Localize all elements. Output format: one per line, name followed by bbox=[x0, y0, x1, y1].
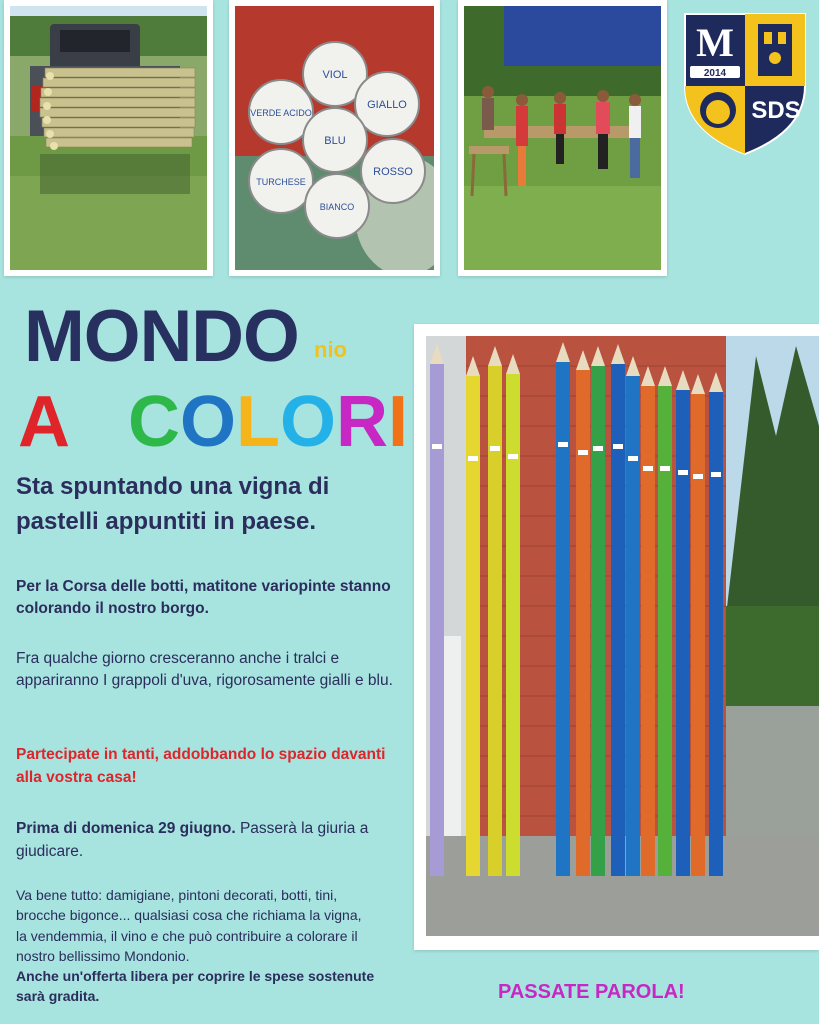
pencil-pole bbox=[556, 362, 570, 876]
can-label: VIOL bbox=[322, 69, 348, 81]
truck-with-poles-photo bbox=[10, 6, 207, 270]
pencil-pole bbox=[611, 364, 625, 876]
pencil-tape bbox=[711, 472, 721, 477]
pencil-tape bbox=[613, 444, 623, 449]
pencil-tape bbox=[628, 456, 638, 461]
logo-letter: M bbox=[696, 20, 734, 65]
logo-year: 2014 bbox=[703, 68, 727, 79]
can-label: BIANCO bbox=[319, 202, 355, 212]
pencil-tape bbox=[432, 444, 442, 449]
pencil-tape bbox=[643, 466, 653, 471]
title-mondo: MONDO bbox=[24, 296, 299, 377]
can-label: TURCHESE bbox=[256, 177, 306, 187]
can-label: BLU bbox=[324, 135, 346, 147]
pencil-pole bbox=[591, 366, 605, 876]
truck-photo bbox=[4, 0, 213, 276]
mondonio-sds-logo bbox=[680, 6, 810, 158]
deadline-paragraph bbox=[16, 817, 406, 864]
pencil-tape bbox=[693, 474, 703, 479]
pencil-pole bbox=[506, 374, 520, 876]
details-paragraph bbox=[16, 885, 376, 1007]
pencil-tape bbox=[468, 456, 478, 461]
title-a: A bbox=[18, 382, 70, 462]
giant-pencil-poles-photo bbox=[426, 336, 819, 936]
pencils-photo bbox=[414, 324, 819, 950]
headline: Sta spuntando una vigna di pastelli appuntiti in paese. bbox=[16, 473, 330, 535]
pencil-pole bbox=[626, 376, 640, 876]
pencil-tape bbox=[593, 446, 603, 451]
pencil-tape bbox=[490, 446, 500, 451]
pencil-pole bbox=[576, 370, 590, 876]
title-colori bbox=[128, 382, 409, 462]
title-colori-letter: R bbox=[336, 382, 389, 462]
title-colori-letter: O bbox=[280, 382, 337, 462]
outdoor-workshop-photo bbox=[464, 6, 661, 270]
pencil-pole bbox=[691, 394, 705, 876]
pencil-pole bbox=[676, 390, 690, 876]
pencil-pole bbox=[488, 366, 502, 876]
shield-logo-icon bbox=[680, 6, 810, 158]
donation-text: Anche un'offerta libera per coprire le spese sostenute sarà gradita. bbox=[16, 968, 375, 1005]
pencil-tape bbox=[660, 466, 670, 471]
pencil-pole bbox=[641, 386, 655, 876]
details-text: Va bene tutto: damigiane, pintoni decorati, botti, tini, brocche bigonce... qualsiasi cosa che richiama la vigna, la vendemmia, il vino e che può contribuire a colorare il nostro bellissimo Mondonio. bbox=[16, 887, 362, 964]
pencil-tape bbox=[578, 450, 588, 455]
title-nio: nio bbox=[314, 337, 347, 362]
paint-cans-photo bbox=[235, 6, 434, 270]
title-colori-letter: O bbox=[180, 382, 237, 462]
title-colori-letter: L bbox=[236, 382, 281, 462]
pencil-pole bbox=[709, 392, 723, 876]
can-label: ROSSO bbox=[373, 166, 413, 178]
pencil-pole bbox=[466, 376, 480, 876]
logo-initials: SDS bbox=[751, 97, 801, 124]
pencil-tape bbox=[508, 454, 518, 459]
jury-text: Passerà la giuria a giudicare. bbox=[16, 820, 369, 861]
title-colori-letter: C bbox=[128, 382, 181, 462]
pencil-tape bbox=[678, 470, 688, 475]
title-colori-letter: I bbox=[388, 382, 409, 462]
cans-photo bbox=[229, 0, 440, 276]
pencil-pole bbox=[430, 364, 444, 876]
can-label: VERDE ACIDO bbox=[250, 108, 312, 118]
grapes-paragraph: Fra qualche giorno cresceranno anche i tralci e appariranno I grappoli d'uva, rigorosamente gialli e blu. bbox=[16, 650, 393, 690]
title-a-colori bbox=[18, 382, 409, 462]
pencil-tape bbox=[558, 442, 568, 447]
can-label: GIALLO bbox=[367, 99, 407, 111]
deadline-date: Prima di domenica 29 giugno. bbox=[16, 820, 236, 837]
call-to-participate: Partecipate in tanti, addobbando lo spazio davanti alla vostra casa! bbox=[16, 746, 386, 787]
pencil-pole bbox=[658, 386, 672, 876]
workshop-photo bbox=[458, 0, 667, 276]
intro-paragraph: Per la Corsa delle botti, matitone variopinte stanno colorando il nostro borgo. bbox=[16, 578, 391, 618]
pass-the-word-text: PASSATE PAROLA! bbox=[498, 981, 685, 1003]
